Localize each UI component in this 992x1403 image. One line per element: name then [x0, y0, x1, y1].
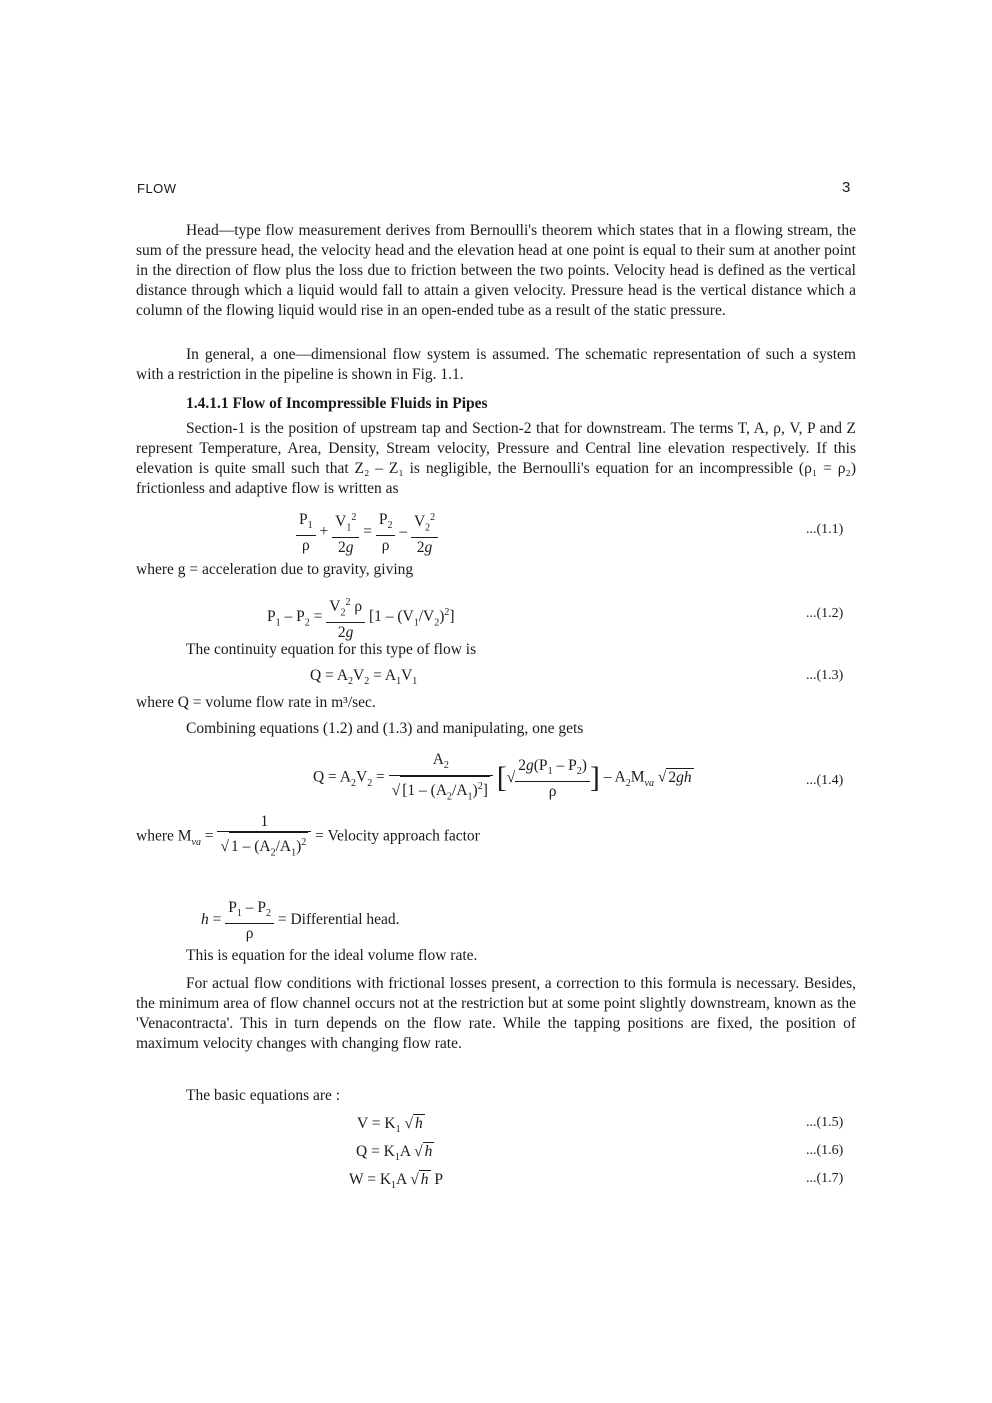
page-number: 3 — [842, 179, 851, 196]
basic-equations-text: The basic equations are : — [186, 1087, 341, 1104]
equation-1-3: $Q = A_2V_2 = A_1V_1$ — [310, 667, 418, 688]
section-heading: 1.4.1.1 Flow of Incompressible Fluids in Pipes — [186, 395, 488, 412]
equation-number: ...(1.1) — [806, 522, 844, 537]
where-q-text: where Q = volume flow rate in m³/sec. — [136, 694, 376, 711]
running-title: FLOW — [137, 181, 177, 196]
equation-1-5: $V = K_1$ √ h — [357, 1115, 423, 1136]
paragraph-sections: Section-1 is the position of upstream tap and Section-2 that for downstream. The terms T, A, ρ, V, P and Z represent Temperature, Area, Density, Stream velocity, Pressure and Central line elevation respectively. If this elevation is quite small such that Z₂ – Z₁ is negligible, the Bernoulli's equation for an incompressible (ρ₁ = ρ₂) frictionless and adaptive flow is written as — [136, 420, 856, 497]
velocity-approach-definition: where $M_{va}$ = $\frac{1}{√ 1 - (A_2/A_1)^2}$ = Velocity approach factor — [136, 812, 480, 862]
equation-number: ...(1.4) — [806, 773, 844, 788]
continuity-text: The continuity equation for this type of flow is — [186, 641, 477, 658]
equation-number: ...(1.6) — [806, 1143, 844, 1158]
differential-head-label: = Differential head. — [277, 911, 400, 929]
equation-number: ...(1.7) — [806, 1171, 844, 1186]
equation-number: ...(1.3) — [806, 668, 844, 683]
equation-number: ...(1.2) — [806, 606, 844, 621]
equation-number: ...(1.5) — [806, 1115, 844, 1130]
combining-text: Combining equations (1.2) and (1.3) and manipulating, one gets — [186, 720, 584, 737]
paragraph-bernoulli: Head—type flow measurement derives from Bernoulli's theorem which states that in a flowing stream, the sum of the pressure head, the velocity head and the elevation head at one point is equal to their sum at another point in the direction of flow plus the loss due to friction between the two points. Velocity head is defined as the vertical distance through which a liquid would fall to attain a given velocity. Pressure head is the vertical distance which a column of the flowing liquid would rise in an open-ended tube as a result of the static pressure. — [136, 222, 856, 319]
paragraph-one-dimensional: In general, a one—dimensional flow system is assumed. The schematic representation of such a system with a restriction in the pipeline is shown in Fig. 1.1. — [136, 346, 856, 383]
differential-head-definition: h = $\frac{P_1 - P_2}{\rho}$ = Differential head. — [201, 899, 400, 943]
equation-1-7: $W = K_1A$ √ h P — [349, 1171, 444, 1192]
equation-1-4: $Q = A_2V_2$ = $\frac{A_2}{√ [1 - (A_2/A_1)^2]}$ [√ $\frac{2g(P_1 - P_2)}{\rho}$ ] – $A_2M_{va}$ √ 2gh — [313, 750, 694, 806]
equation-1-2: $P_1 - P_2$ = $\frac{V_2^2 \rho}{2g}$ $[1 - (V_1/V_2)^2]$ — [267, 593, 455, 642]
ideal-flow-text: This is equation for the ideal volume flow rate. — [186, 947, 478, 964]
paragraph-actual-flow: For actual flow conditions with frictional losses present, a correction to this formula is necessary. Besides, the minimum area of flow channel occurs not at the restriction but at some point slightly downstream, known as the 'Venacontracta'. This in turn depends on the flow rate. While the tapping positions are fixed, the position of maximum velocity changes with changing flow rate. — [136, 975, 856, 1052]
where-m-prefix: where M — [136, 827, 192, 845]
where-g-text: where g = acceleration due to gravity, giving — [136, 561, 414, 578]
velocity-approach-label: = Velocity approach factor — [315, 827, 480, 845]
equation-1-6: $Q = K_1A$ √ h — [356, 1143, 433, 1164]
equation-1-1: $\frac{P_1}{\rho}$ + $\frac{V_1^2}{2g}$ = $\frac{P_2}{\rho}$ – $\frac{V_2^2}{2g}$ — [296, 508, 438, 557]
